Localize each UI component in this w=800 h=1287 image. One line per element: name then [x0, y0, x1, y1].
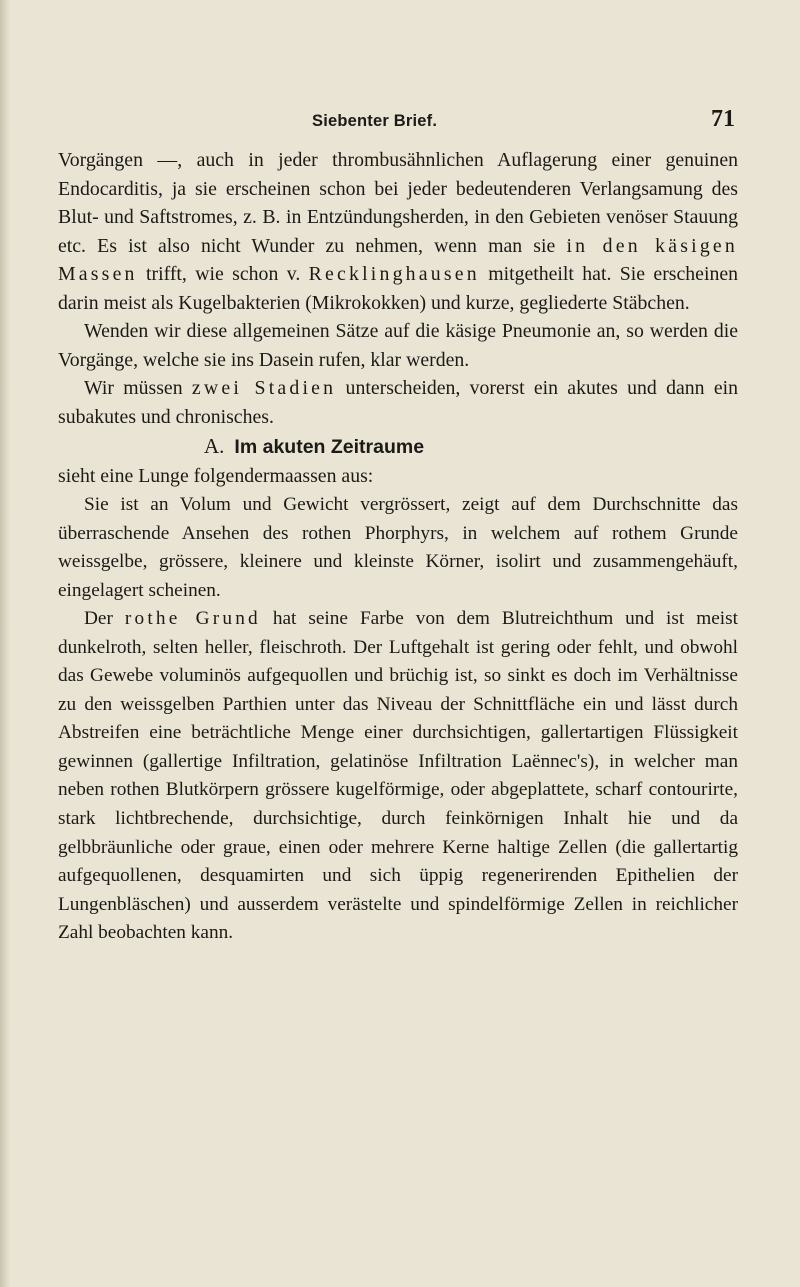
running-title: Siebenter Brief. [312, 112, 438, 130]
page-header [0, 106, 800, 136]
paragraph-6: Der rothe Grund hat seine Farbe von dem Blutreichthum und ist meist dunkelroth, selten heller, fleischroth. Der Luftgehalt ist gering oder fehlt, und obwohl das Gewebe voluminös aufgequollen und brüchig ist, so sinkt es doch im Verhältnisse zu den weissgelben Parthien unter das Niveau der Schnittfläche ein und lässt durch Abstreifen eine beträchtliche Menge einer durchsichtigen, gallertartigen Flüssigkeit gewinnen (gallertige Infiltration, gelatinöse Infiltration Laënnec's), in welcher man neben rothen Blutkörpern grössere kugelförmige, oder abgeplattete, scharf contourirte, stark lichtbrechende, durchsichtige, durch feinkörnigen Inhalt hie und da gelbbräunliche oder graue, einen oder mehrere Kerne haltige Zellen (die gallertartig aufgequollenen, desquamirten und sich üppig regenerirenden Epithelien der Lungenbläschen) und ausserdem verästelte und spindelförmige Zellen in reichlicher Zahl beobachten kann. [58, 608, 738, 944]
spaced-emphasis: rothe Grund [124, 608, 261, 630]
paragraph-5: Sie ist an Volum und Gewicht vergrössert, zeigt auf dem Durchschnitte das überraschende Ansehen des rothen Phorphyrs, in welchem auf rothem Grunde weissgelbe, grössere, kleinere und kleinste Körner, isolirt und zusammengehäuft, eingelagert scheinen. [58, 494, 738, 601]
spaced-emphasis: in den käsigen Massen [58, 234, 738, 286]
paragraph-1: Vorgängen —, auch in jeder thrombusähnlichen Auflagerung einer genuinen Endocarditis, ja sie erscheinen schon bei jeder bedeutenderen Verlangsamung des Blut- und Saftstromes, z. B. in Entzündungsherden, in den Gebieten venöser Stauung etc. Es ist also nicht Wunder zu nehmen, wenn man sie in den käsigen Massen trifft, wie schon v. Recklinghausen mitgetheilt hat. Sie erscheinen darin meist als Kugelbakterien (Mikrokokken) und kurze, gegliederte Stäbchen. [58, 149, 739, 314]
paragraph-2: Wenden wir diese allgemeinen Sätze auf die käsige Pneumonie an, so werden die Vorgänge, welche sie ins Dasein rufen, klar werden. [58, 320, 738, 371]
page-body [58, 146, 738, 948]
spaced-emphasis: zwei Stadien [191, 377, 337, 400]
page-number: 71 [711, 106, 735, 132]
section-heading [58, 431, 738, 462]
section-letter: A. [204, 434, 225, 459]
paragraph-3: Wir müssen zwei Stadien unterscheiden, vorerst ein akutes und dann ein subakutes und chronisches. [58, 377, 738, 428]
section-title: Im akuten Zeitraume [234, 436, 425, 459]
author-name: Recklinghausen [308, 263, 480, 286]
paragraph-4: sieht eine Lunge folgendermaassen aus: [58, 465, 374, 488]
page-edge-shadow [0, 0, 10, 1287]
